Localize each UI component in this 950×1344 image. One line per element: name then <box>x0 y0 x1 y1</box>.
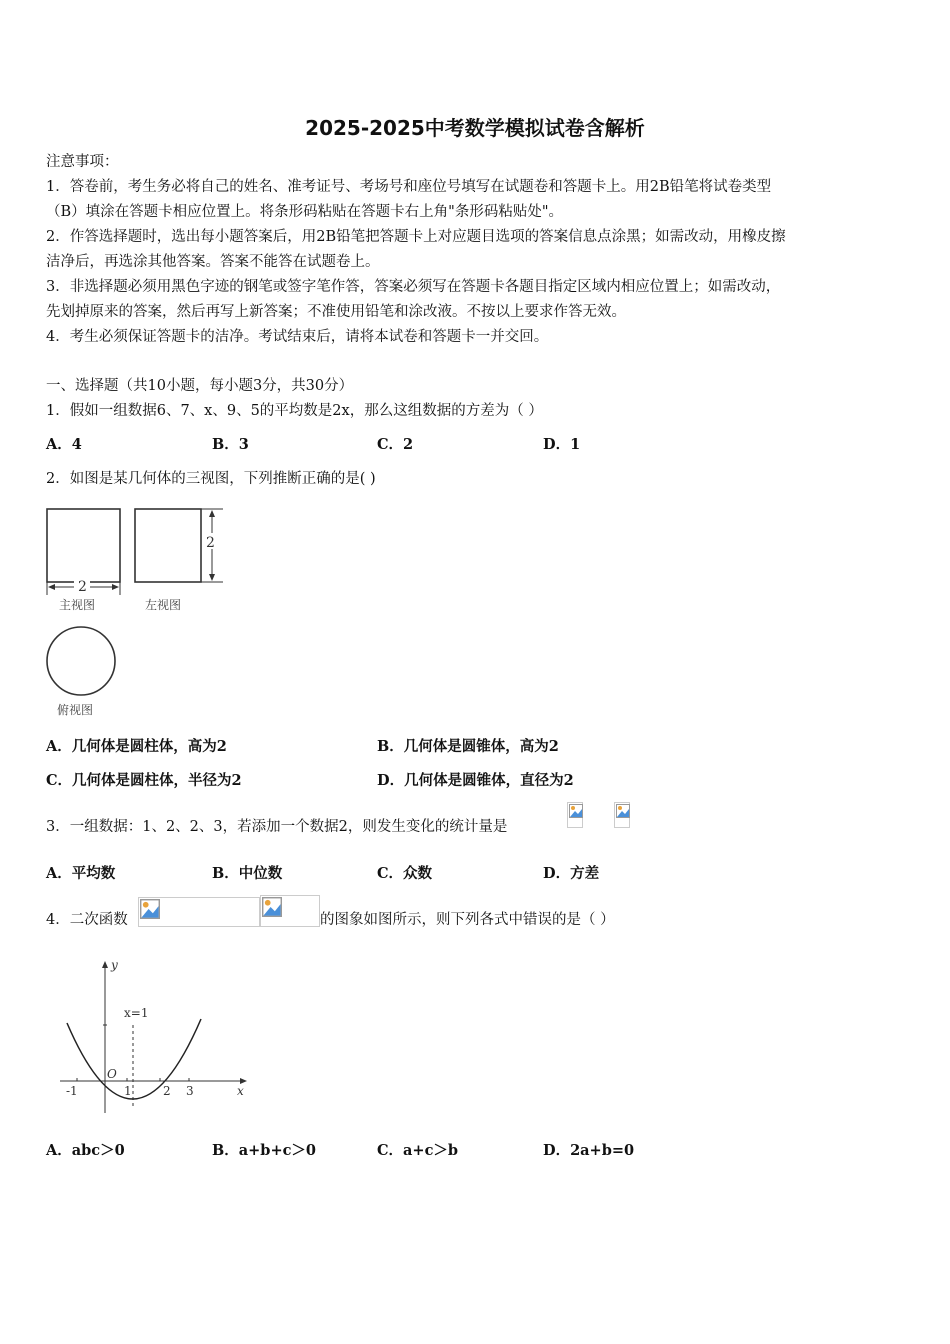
broken-image-icon <box>567 802 583 828</box>
question-4-stem-a: 4．二次函数 <box>46 912 128 928</box>
notice-line: （B）填涂在答题卡相应位置上。将条形码粘贴在答题卡右上角"条形码粘贴处"。 <box>46 204 563 220</box>
q1-option-d: D．1 <box>543 436 581 453</box>
notice-line: 3．非选择题必须用黑色字迹的钢笔或签字笔作答，答案必须写在答题卡各题目指定区域内相应位置上；如需改动， <box>46 279 781 295</box>
formula-image <box>260 895 320 927</box>
left-view-caption: 左视图 <box>145 598 182 612</box>
question-3-text: 3．一组数据：1、2、2、3，若添加一个数据2，则发生变化的统计量是 <box>46 819 508 835</box>
q2-option-a: A．几何体是圆柱体，高为2 <box>46 738 227 755</box>
x-axis-label: x <box>237 1084 244 1098</box>
q4-option-a: A．abc＞0 <box>46 1142 125 1159</box>
left-view-square <box>135 509 201 582</box>
formula-image <box>138 897 260 927</box>
q3-option-c: C．众数 <box>377 865 433 882</box>
q3-option-b: B．中位数 <box>212 865 283 882</box>
notice-line: 2．作答选择题时，选出每小题答案后，用2B铅笔把答题卡上对应题目选项的答案信息点涂黑；如需改动，用橡皮擦 <box>46 229 786 245</box>
broken-image-icon <box>614 802 630 828</box>
width-dimension-label: 2 <box>78 579 87 595</box>
q1-option-b: B．3 <box>212 436 249 453</box>
q4-option-d: D．2a+b=0 <box>543 1142 635 1159</box>
top-view-caption: 俯视图 <box>57 703 94 717</box>
q2-option-d: D．几何体是圆锥体，直径为2 <box>377 772 574 789</box>
notice-line: 洁净后，再选涂其他答案。答案不能答在试题卷上。 <box>46 254 380 270</box>
y-axis-label: y <box>111 958 118 972</box>
front-view-square <box>47 509 120 582</box>
question-4-stem-b: 的图象如图所示，则下列各式中错误的是（ ） <box>320 912 615 928</box>
three-view-figure <box>40 503 240 723</box>
front-view-caption: 主视图 <box>59 598 96 612</box>
q4-option-b: B．a+b+c＞0 <box>212 1142 317 1159</box>
height-dimension-label: 2 <box>206 535 215 551</box>
q1-option-c: C．2 <box>377 436 414 453</box>
q2-option-c: C．几何体是圆柱体，半径为2 <box>46 772 242 789</box>
parabola-graph <box>55 955 255 1120</box>
notice-line: 1．答卷前，考生务必将自己的姓名、准考证号、考场号和座位号填写在试题卷和答题卡上。用2B铅笔将试卷类型 <box>46 179 772 195</box>
q3-option-a: A．平均数 <box>46 865 116 882</box>
q4-option-c: C．a+c＞b <box>377 1142 459 1159</box>
q2-option-b: B．几何体是圆锥体，高为2 <box>377 738 559 755</box>
page-title: 2025-2025中考数学模拟试卷含解析 <box>305 116 645 140</box>
origin-label: O <box>107 1067 117 1081</box>
notice-line: 先划掉原来的答案，然后再写上新答案；不准使用铅笔和涂改液。不按以上要求作答无效。 <box>46 304 626 320</box>
top-view-circle <box>47 627 115 695</box>
symmetry-label: x=1 <box>124 1006 149 1020</box>
notice-heading: 注意事项： <box>46 154 119 170</box>
tick-label: 2 <box>163 1084 171 1098</box>
section-heading: 一、选择题（共10小题，每小题3分，共30分） <box>46 378 354 394</box>
q1-option-a: A．4 <box>46 436 82 453</box>
question-2-stem: 2．如图是某几何体的三视图，下列推断正确的是( ) <box>46 471 376 487</box>
tick-label: 1 <box>124 1084 132 1098</box>
parabola-curve <box>67 1019 201 1099</box>
tick-label: 3 <box>186 1084 194 1098</box>
q3-option-d: D．方差 <box>543 865 600 882</box>
question-3-stem <box>46 817 507 837</box>
question-1-stem: 1．假如一组数据6、7、x、9、5的平均数是2x，那么这组数据的方差为（ ） <box>46 403 543 419</box>
tick-label: -1 <box>66 1084 78 1098</box>
notice-line: 4．考生必须保证答题卡的洁净。考试结束后，请将本试卷和答题卡一并交回。 <box>46 329 549 345</box>
